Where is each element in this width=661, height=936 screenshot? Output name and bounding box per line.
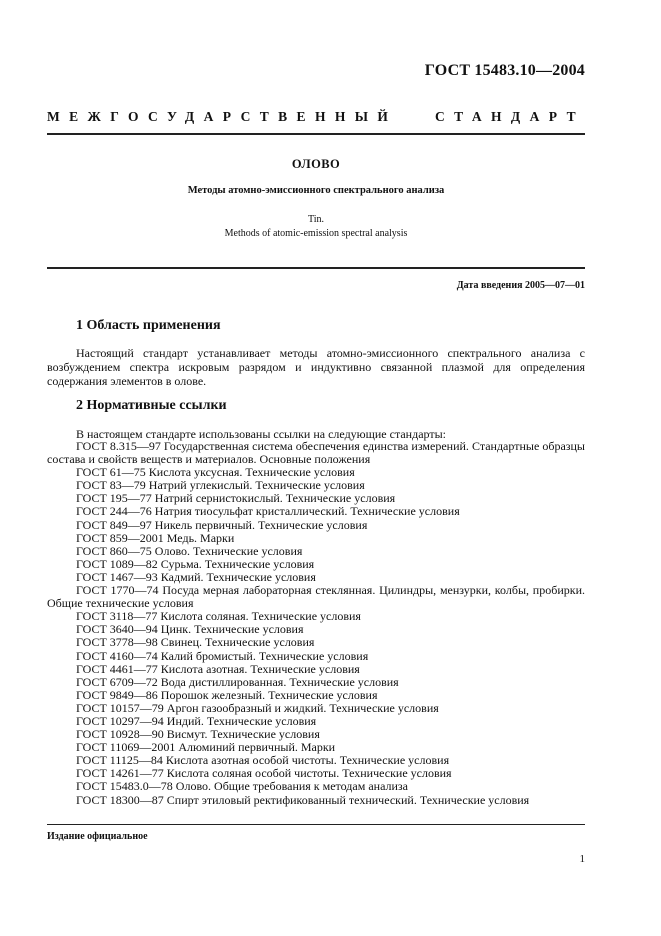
- reference-item: ГОСТ 860—75 Олово. Технические условия: [76, 543, 303, 558]
- reference-item: ГОСТ 3640—94 Цинк. Технические условия: [76, 622, 304, 637]
- banner-word-interstate: МЕЖГОСУДАРСТВЕННЫЙ: [47, 109, 398, 124]
- middle-rule: [47, 267, 585, 269]
- section-heading-scope: 1 Область применения: [76, 318, 221, 333]
- reference-item: ГОСТ 1467—93 Кадмий. Технические условия: [76, 569, 316, 584]
- reference-item: ГОСТ 849—97 Никель первичный. Технические условия: [76, 517, 368, 532]
- scope-paragraph: Настоящий стандарт устанавливает методы атомно-эмиссионного спектрального анализа с возбуждением спектра искровым разрядом и индуктивно связанной плазмой для определения содержания элементов в олове.: [47, 346, 585, 388]
- reference-item: ГОСТ 10157—79 Аргон газообразный и жидкий. Технические условия: [76, 700, 439, 715]
- edition-note: Издание официальное: [47, 831, 148, 842]
- standard-banner: [47, 109, 585, 125]
- reference-item: ГОСТ 11069—2001 Алюминий первичный. Марки: [76, 740, 336, 755]
- reference-item: ГОСТ 859—2001 Медь. Марки: [76, 530, 235, 545]
- document-subtitle: Методы атомно-эмиссионного спектрального анализа: [187, 185, 445, 196]
- reference-item: ГОСТ 4160—74 Калий бромистый. Технические условия: [76, 648, 369, 663]
- reference-item: ГОСТ 8.315—97 Государственная система обеспечения единства измерений. Стандартные образцы состава и свойств веществ и материалов. Основные положения: [47, 439, 585, 467]
- english-title-block: [47, 213, 585, 241]
- reference-item: ГОСТ 10297—94 Индий. Технические условия: [76, 713, 317, 728]
- footer-rule: [47, 824, 585, 825]
- reference-item: ГОСТ 10928—90 Висмут. Технические условия: [76, 727, 320, 742]
- document-title: ОЛОВО: [291, 157, 341, 171]
- top-rule: [47, 133, 585, 135]
- references-intro: В настоящем стандарте использованы ссылки на следующие стандарты:: [76, 427, 447, 441]
- reference-item: ГОСТ 1770—74 Посуда мерная лабораторная стеклянная. Цилиндры, мензурки, колбы, пробирки. Общие технические условия: [47, 583, 585, 611]
- reference-item: ГОСТ 11125—84 Кислота азотная особой чистоты. Технические условия: [76, 753, 450, 768]
- reference-item: ГОСТ 15483.0—78 Олово. Общие требования к методам анализа: [76, 779, 408, 794]
- reference-item: ГОСТ 3118—77 Кислота соляная. Технические условия: [76, 609, 361, 624]
- english-title: Tin.: [307, 214, 325, 225]
- reference-item: ГОСТ 6709—72 Вода дистиллированная. Технические условия: [76, 674, 399, 689]
- reference-item: ГОСТ 83—79 Натрий углекислый. Технические условия: [76, 478, 365, 493]
- reference-item: ГОСТ 244—76 Натрия тиосульфат кристаллический. Технические условия: [76, 504, 460, 519]
- reference-item: ГОСТ 4461—77 Кислота азотная. Технические условия: [76, 661, 360, 676]
- reference-item: ГОСТ 9849—86 Порошок железный. Технические условия: [76, 687, 378, 702]
- references-list: [47, 440, 585, 807]
- effective-date: Дата введения 2005—07—01: [456, 280, 585, 291]
- reference-item: ГОСТ 195—77 Натрий сернистокислый. Технические условия: [76, 491, 396, 506]
- reference-item: ГОСТ 3778—98 Свинец. Технические условия: [76, 635, 315, 650]
- gost-number: ГОСТ 15483.10—2004: [424, 62, 585, 79]
- reference-item: ГОСТ 61—75 Кислота уксусная. Технические условия: [76, 465, 355, 480]
- reference-item: ГОСТ 1089—82 Сурьма. Технические условия: [76, 556, 315, 571]
- section-heading-references: 2 Нормативные ссылки: [76, 398, 227, 413]
- reference-item: ГОСТ 14261—77 Кислота соляная особой чистоты. Технические условия: [76, 766, 452, 781]
- reference-item: ГОСТ 18300—87 Спирт этиловый ректификованный технический. Технические условия: [76, 792, 530, 807]
- banner-word-standard: СТАНДАРТ: [435, 109, 585, 124]
- english-subtitle: Methods of atomic-emission spectral analysis: [224, 228, 408, 239]
- page-number: 1: [579, 853, 585, 865]
